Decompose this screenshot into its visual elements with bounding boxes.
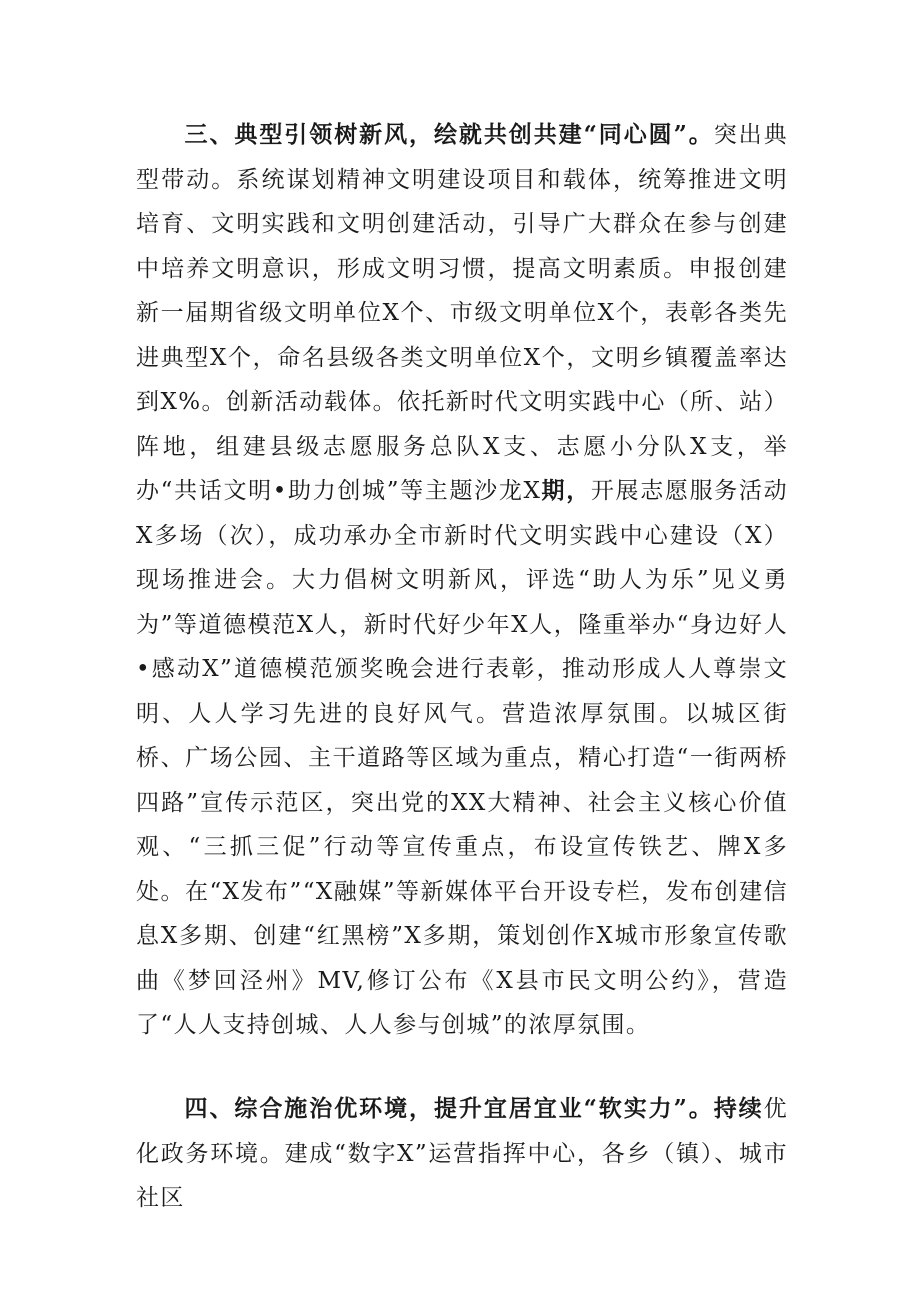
section-3-heading: 三、典型引领树新风，绘就共创共建“同心圆”。	[184, 121, 714, 148]
section-3-body-part-2: 开展志愿服务活动X多场（次），成功承办全市新时代文明实践中心建设（X）现场推进会。大力倡树文明新风，评选“助人为乐”见义勇为”等道德模范X人，新时代好少年X人，隆重举办“身边好人•感动X”道德模范颁奖晚会进行表彰，推动形成人人尊崇文明、人人学习先进的良好风气。营造浓厚氛围。以城区街桥、广场公园、主干道路等区域为重点，精心打造“一街两桥四路”宣传示范区，突出党的XX大精神、社会主义核心价值观、“三抓三促”行动等宣传重点，布设宣传铁艺、牌X多处。在“X发布”“X融媒”等新媒体平台开设专栏，发布创建信息X多期、创建“红黑榜”X多期，策划创作X城市形象宣传歌曲《梦回泾州》MV,修订公布《X县市民文明公约》，营造了“人人支持创城、人人参与创城”的浓厚氛围。	[136, 478, 788, 1038]
section-3-body-part-1: 突出典型带动。系统谋划精神文明建设项目和载体，统筹推进文明培育、文明实践和文明创建活动，引导广大群众在参与创建中培养文明意识，形成文明习惯，提高文明素质。申报创建新一届期省级文明单位X个、市级文明单位X个，表彰各类先进典型X个，命名县级各类文明单位X个，文明乡镇覆盖率达到X%。创新活动载体。依托新时代文明实践中心（所、站）阵地，组建县级志愿服务总队X支、志愿小分队X支，举办“共话文明•助力创城”等主题沙龙X	[136, 122, 789, 504]
section-4-body: 优化政务环境。建成“数字X”运营指挥中心，各乡（镇）、城市社区	[136, 1096, 788, 1211]
section-3-bold-fragment: 期，	[541, 477, 591, 504]
section-4-heading: 四、综合施治优环境，提升宜居宜业“软实力”。持续	[184, 1095, 764, 1122]
paragraph-section-3	[136, 113, 788, 1048]
paragraph-section-4	[136, 1087, 788, 1221]
